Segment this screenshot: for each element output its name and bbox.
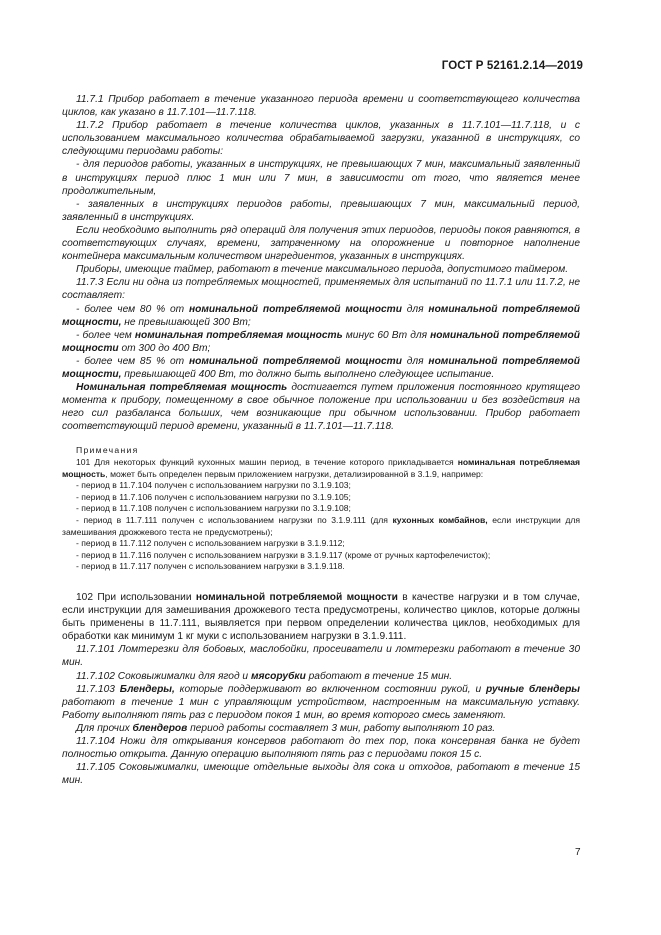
bold-term: кухонных комбайнов,: [392, 515, 488, 525]
paragraph: [62, 381, 580, 433]
text-run: Для прочих: [76, 722, 133, 734]
text-run: - более чем: [76, 329, 135, 341]
notes-heading: Примечания: [76, 445, 139, 456]
paragraph: [62, 263, 580, 276]
text-run: Если необходимо выполнить ряд операций для получения этих периодов, периоды покоя равняются, в соответствующих случаях, времени, затраченному на опорожнение и повторное наполнение контейнера максимальным количеством ингредиентов, указанных в инструкциях.: [62, 224, 580, 263]
bold-term: номинальной потребляемой мощности: [195, 591, 398, 603]
text-run: - период в 11.7.106 получен с использованием нагрузки по 3.1.9.105;: [76, 491, 351, 502]
paragraph: [62, 683, 580, 722]
list-item: [62, 303, 580, 329]
bold-term: номинальная потребляемая мощность: [62, 457, 580, 479]
text-run: 11.7.105 Соковыжималки, имеющие отдельные выходы для сока и отходов, работают в течение 15 мин.: [62, 762, 580, 787]
text-run: 11.7.1 Прибор работает в течение указанного периода времени и соответствующего количества циклов, как указано в 11.7.101—11.7.118.: [62, 94, 580, 119]
bold-term: номинальной потребляемой мощности: [188, 303, 402, 315]
text-run: достигается путем приложения постоянного крутящего момента к прибору, помещенному в свое обычное положение при использовании и без воздействия на него сил разбаланса больших, чем возникающие при обычном использовании. Прибор работает соответствующий период времени, указанный в 11.7.101—11.7.118.: [62, 382, 580, 433]
notes-block: [62, 445, 580, 573]
text-run: , может быть определен первым приложением нагрузки, детализированной в 3.1.9, например:: [105, 468, 484, 479]
text-run: - период в 11.7.116 получен с использованием нагрузки в 3.1.9.117 (кроме от ручных картофелечисток);: [76, 549, 491, 560]
text-run: - более чем 85 % от: [76, 355, 189, 367]
note-item: [62, 492, 580, 504]
text-run: работают в течение 1 мин с управляющим устройством, настроенным на максимальную уставку. Работу выполняют пять раз с периодом покоя 1 мин, во время которого смесь заменяют.: [62, 696, 580, 721]
paragraph: [62, 276, 580, 302]
text-run: 11.7.102 Соковыжималки для ягод и: [76, 670, 251, 682]
text-run: если инструкции для замешивания дрожжевого теста не предусмотрены);: [62, 515, 581, 537]
text-run: 101 Для некоторых функций кухонных машин период, в течение которого прикладывается: [76, 457, 458, 468]
note-item: [62, 503, 580, 515]
paragraph: [62, 119, 580, 158]
text-run: - период в 11.7.104 получен с использованием нагрузки по 3.1.9.103;: [76, 480, 351, 491]
text-run: 11.7.3 Если ни одна из потребляемых мощностей, применяемых для испытаний по 11.7.1 или 11.7.2, не составляет:: [62, 277, 580, 302]
text-run: работают в течение 15 мин.: [305, 670, 453, 682]
note-item: [62, 457, 580, 480]
bold-term: номинальной потребляемой мощности: [62, 329, 580, 354]
text-run: - более чем 80 % от: [76, 303, 189, 315]
text-run: - для периодов работы, указанных в инструкциях, не превышающих 7 мин, максимальный заявленный в инструкциях период плюс 1 мин или 7 мин, в зависимости от того, что является менее продолжительным,: [62, 159, 580, 197]
bold-term: номинальной потребляемой мощности,: [62, 355, 580, 380]
list-item: [62, 158, 580, 197]
list-item: [62, 329, 580, 355]
note-item: [62, 538, 580, 550]
paragraph: [62, 670, 580, 683]
paragraph: [62, 224, 580, 263]
note-item: [62, 480, 580, 492]
paragraph: [62, 761, 580, 787]
text-run: которые поддерживают во включенном состоянии рукой, и: [174, 683, 486, 695]
text-run: - период в 11.7.111 получен с использованием нагрузки по 3.1.9.111 (для: [76, 515, 393, 525]
text-run: минус 60 Вт для: [342, 329, 431, 341]
text-run: 11.7.104 Ножи для открывания консервов работают до тех пор, пока консервная банка не будет полностью открыта. Данную операцию выполняют пять раз с периодами покоя 15 с.: [62, 736, 580, 761]
document-header: ГОСТ Р 52161.2.14—2019: [441, 60, 583, 72]
text-run: - заявленных в инструкциях периодов работы, превышающих 7 мин, максимальный период, заявленный в инструкциях.: [62, 198, 580, 223]
text-run: для: [401, 303, 429, 315]
bold-term: номинальной потребляемой мощности: [188, 355, 402, 367]
page-number: 7: [575, 847, 581, 858]
text-run: 102 При использовании: [76, 591, 196, 603]
text-run: период работы составляет 3 мин, работу выполняют 10 раз.: [187, 722, 496, 734]
paragraph: [62, 93, 580, 119]
text-run: 11.7.103: [76, 683, 120, 695]
bold-term: номинальной потребляемой мощности,: [62, 303, 580, 328]
text-run: - период в 11.7.112 получен с использованием нагрузки в 3.1.9.112;: [76, 538, 345, 549]
main-text: [62, 93, 580, 787]
text-run: - период в 11.7.117 получен с использованием нагрузки в 3.1.9.118.: [76, 561, 345, 572]
note-item: [62, 550, 580, 562]
bold-term: номинальная потребляемая мощность: [134, 329, 343, 341]
text-run: превышающей 400 Вт, то должно быть выполнено следующее испытание.: [121, 368, 495, 380]
note-item: [62, 515, 580, 538]
text-run: - период в 11.7.108 получен с использованием нагрузки по 3.1.9.108;: [76, 503, 351, 514]
bold-term: Номинальная потребляемая мощность: [76, 382, 288, 394]
text-run: для: [401, 355, 429, 367]
bold-term: ручные блендеры: [486, 683, 581, 695]
text-run: 11.7.101 Ломтерезки для бобовых, маслобойки, просеиватели и ломтерезки работают в течение 30 мин.: [62, 644, 580, 669]
text-run: Приборы, имеющие таймер, работают в течение максимального периода, допустимого таймером.: [76, 264, 569, 276]
text-run: от 300 до 400 Вт;: [118, 342, 211, 354]
text-run: не превышающей 300 Вт;: [121, 316, 251, 328]
text-run: 11.7.2 Прибор работает в течение количества циклов, указанных в 11.7.101—11.7.118, и с использованием максимального количества обрабатываемой загрузки, указанной в инструкциях, со следующими периодами работы:: [62, 120, 580, 158]
note-item: [62, 561, 580, 573]
paragraph: [62, 643, 580, 669]
list-item: [62, 355, 580, 381]
paragraph: [62, 722, 580, 735]
bold-term: Блендеры,: [119, 683, 175, 695]
paragraph: [62, 735, 580, 761]
bold-term: мясорубки: [250, 670, 306, 682]
paragraph: [62, 591, 580, 643]
bold-term: блендеров: [132, 722, 188, 734]
list-item: [62, 198, 580, 224]
text-run: в качестве нагрузки и в том случае, если инструкции для замешивания дрожжевого теста предусмотрены, количество циклов, которые должны быть применены в 11.7.111, выявляется при первом определении количества циклов, необходимых для обработки как минимум 1 кг муки с использованием нагрузки в 3.1.9.111.: [62, 591, 580, 643]
